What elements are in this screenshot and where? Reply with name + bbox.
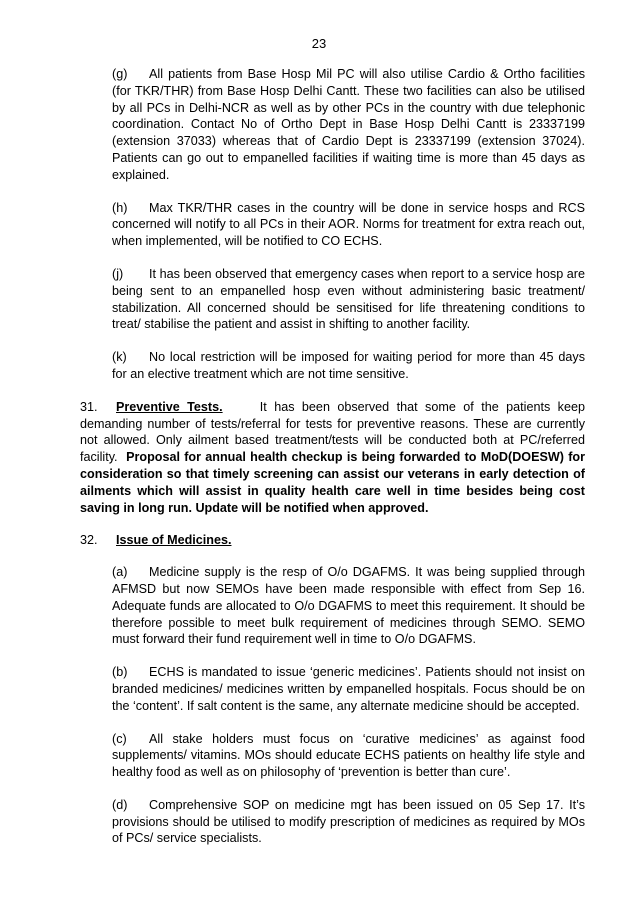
item-h — [80, 200, 585, 250]
item-a — [80, 564, 585, 648]
item-text: All stake holders must focus on ‘curative medicines’ as against food supplements/ vitamins. MOs should educate ECHS patients on healthy life style and healthy food as well as on philosophy of ‘prevention is better than cure’. — [112, 731, 585, 780]
item-text: Comprehensive SOP on medicine mgt has been issued on 05 Sep 17. It’s provisions should be utilised to modify prescription of medicines as required by MOs of PCs/ service specialists. — [112, 797, 585, 846]
section-number: 31. — [80, 399, 98, 414]
item-label: (j) — [112, 266, 124, 281]
section-number: 32. — [80, 533, 98, 548]
item-text: No local restriction will be imposed for waiting period for more than 45 days for an elective treatment which are not time sensitive. — [112, 350, 585, 381]
item-label: (g) — [112, 67, 128, 81]
item-c — [80, 731, 585, 781]
item-label: (k) — [112, 350, 127, 365]
item-label: (c) — [112, 731, 127, 746]
item-text: Medicine supply is the resp of O/o DGAFMS. It was being supplied through AFMSD but now SEMOs have been made responsible with effect from Sep 16. Adequate funds are allocated to O/o DGAFMS to meet this requirement. It should be therefore possible to meet bulk requirement of medicines through SEMO. SEMO must forward their fund requirement well in time to O/o DGAFMS. — [112, 565, 585, 647]
section-31 — [80, 399, 585, 517]
section-title: Preventive Tests. — [116, 399, 223, 414]
section-text: It has been observed that some of the patients keep demanding number of tests/referral for tests for preventive reasons. These are currently not allowed. Only ailment based treatment/tests will be conducted both at PC/referred facility. — [80, 399, 585, 465]
section-title: Issue of Medicines. — [116, 533, 232, 548]
item-label: (b) — [112, 665, 128, 680]
page-content — [80, 66, 585, 863]
item-d — [80, 797, 585, 847]
page-number: 23 — [311, 36, 327, 51]
item-b — [80, 664, 585, 714]
item-text: Max TKR/THR cases in the country will be done in service hosps and RCS concerned will notify to all PCs in their AOR. Norms for treatment for extra reach out, when implemented, will be notified to CO ECHS. — [112, 200, 585, 249]
item-label: (h) — [112, 200, 128, 215]
item-text: It has been observed that emergency cases when report to a service hosp are being sent to an empanelled hosp even without administering basic treatment/ stabilization. All concerned should be sensitised for life threatening conditions to treat/ stabilise the patient and assist in shifting to another facility. — [112, 266, 585, 332]
section-32-heading — [80, 532, 585, 549]
item-g — [80, 66, 585, 184]
item-label: (a) — [112, 565, 128, 580]
item-label: (d) — [112, 797, 128, 812]
item-k — [80, 349, 585, 383]
item-j — [80, 266, 585, 333]
section-bold-text: Proposal for annual health checkup is being forwarded to MoD(DOESW) for consideration so that timely screening can assist our veterans in early detection of ailments which will assist in quality health care well in time besides being cost saving in long run. Update will be notified when approved. — [80, 450, 586, 515]
item-text: ECHS is mandated to issue ‘generic medicines’. Patients should not insist on branded medicines/ medicines written by empanelled hospitals. Focus should be on the ‘content’. If salt content is the same, any alternate medicine should be accepted. — [112, 665, 585, 713]
item-text: All patients from Base Hosp Mil PC will also utilise Cardio & Ortho facilities (for TKR/THR) from Base Hosp Delhi Cantt. These two facilities can also be utilised by all PCs in Delhi-NCR as well as by other PCs in the country with due telephonic coordination. Contact No of Ortho Dept in Base Hosp Delhi Cantt is 23337199 (extension 37033) whereas that of Cardio Dept is 23337199 (extension 37024). Patients can go out to empanelled facilities if waiting time is more than 45 days as explained. — [112, 67, 585, 182]
